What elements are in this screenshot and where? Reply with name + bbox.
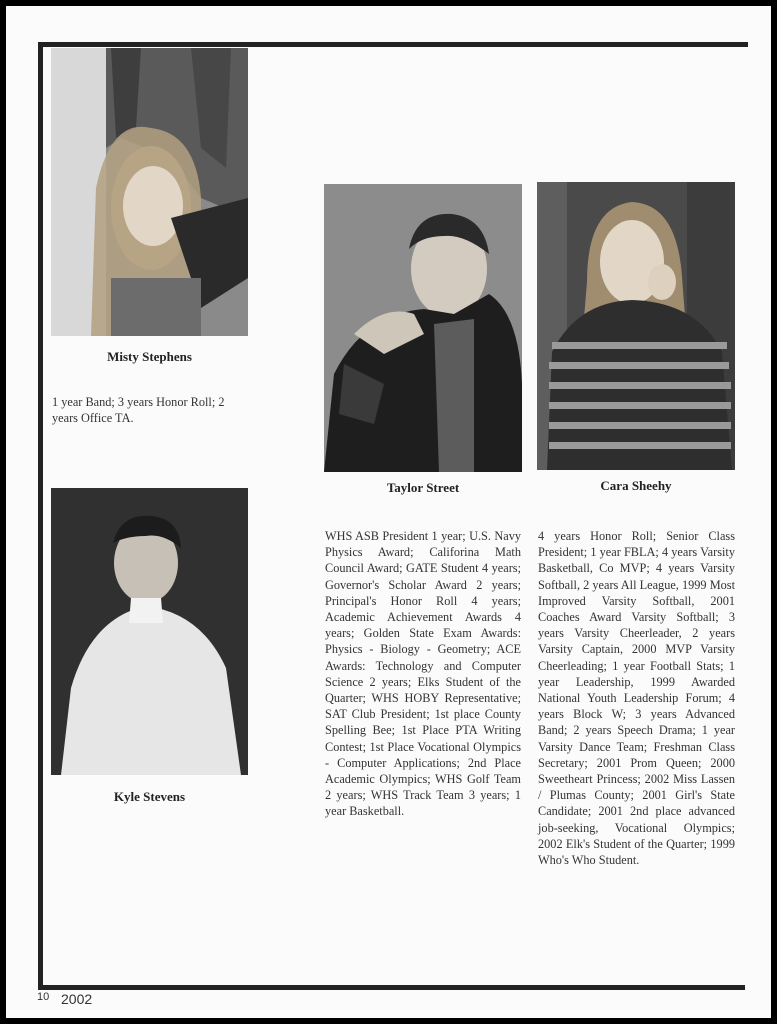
left-rule (38, 42, 43, 990)
photo-kyle-stevens (51, 488, 248, 775)
name-kyle-stevens: Kyle Stevens (113, 789, 186, 804)
bio-cara-sheehy: 4 years Honor Roll; Senior Class President; 1 year FBLA; 4 years Varsity Basketball, Co MVP; 4 years Varsity Softball, 2 years All League, 1999 Most Improved Varsity Softball, 2001 Coaches Award Varsity Softball; 3 years Varsity Cheerleader, 2 years Varsity Captain, 2000 MVP Varsity Cheerleading; 1 year Football Stats; 1 year Leadership, 1999 Awarded National Youth Leadership Forum; 4 years Block W; 3 years Advanced Band; 2 years Speech Drama; 1 year Varsity Dance Team; Freshman Class Secretary; 2001 Prom Queen; 2000 Sweetheart Princess; 2002 Miss Lassen / Plumas County; 2001 Girl's State Candidate; 2001 2nd place advanced job-seeking, Vocational Olympics; 2002 Elk's Student of the Quarter; 1999 Who's Who Student. (538, 529, 735, 868)
photo-taylor-street (324, 184, 522, 472)
photo-misty-stephens (51, 48, 248, 336)
bio-taylor-street: WHS ASB President 1 year; U.S. Navy Physics Award; Califorina Math Council Award; GATE Student 4 years; Governor's Scholar Award 2 years; Principal's Honor Roll 4 years; Academic Achievement Awards 4 years; Golden State Exam Awards: Physics - Biology - Geometry; ACE Awards: Technology and Computer Science 2 years; Elks Student of the Quarter; WHS HOBY Representative; SAT Club President; 1st place County Spelling Bee; 1st Place PTA Writing Contest; 1st Place Vocational Olympics - Computer Applications; 2nd Place Academic Olympics; WHS Golf Team 2 years; WHS Track Team 3 years; 1 year Basketball. (325, 529, 521, 819)
page-year: 2002 (61, 991, 93, 1007)
top-rule (38, 42, 748, 47)
name-misty-stephens: Misty Stephens (107, 349, 192, 364)
name-taylor-street: Taylor Street (386, 480, 460, 495)
bottom-rule (38, 985, 745, 990)
bio-misty-stephens: 1 year Band; 3 years Honor Roll; 2 years Office TA. (52, 395, 225, 426)
photo-cara-sheehy (537, 182, 735, 470)
name-cara-sheehy: Cara Sheehy (600, 478, 672, 493)
yearbook-page (6, 6, 771, 1018)
page-number: 10 (37, 991, 50, 1003)
